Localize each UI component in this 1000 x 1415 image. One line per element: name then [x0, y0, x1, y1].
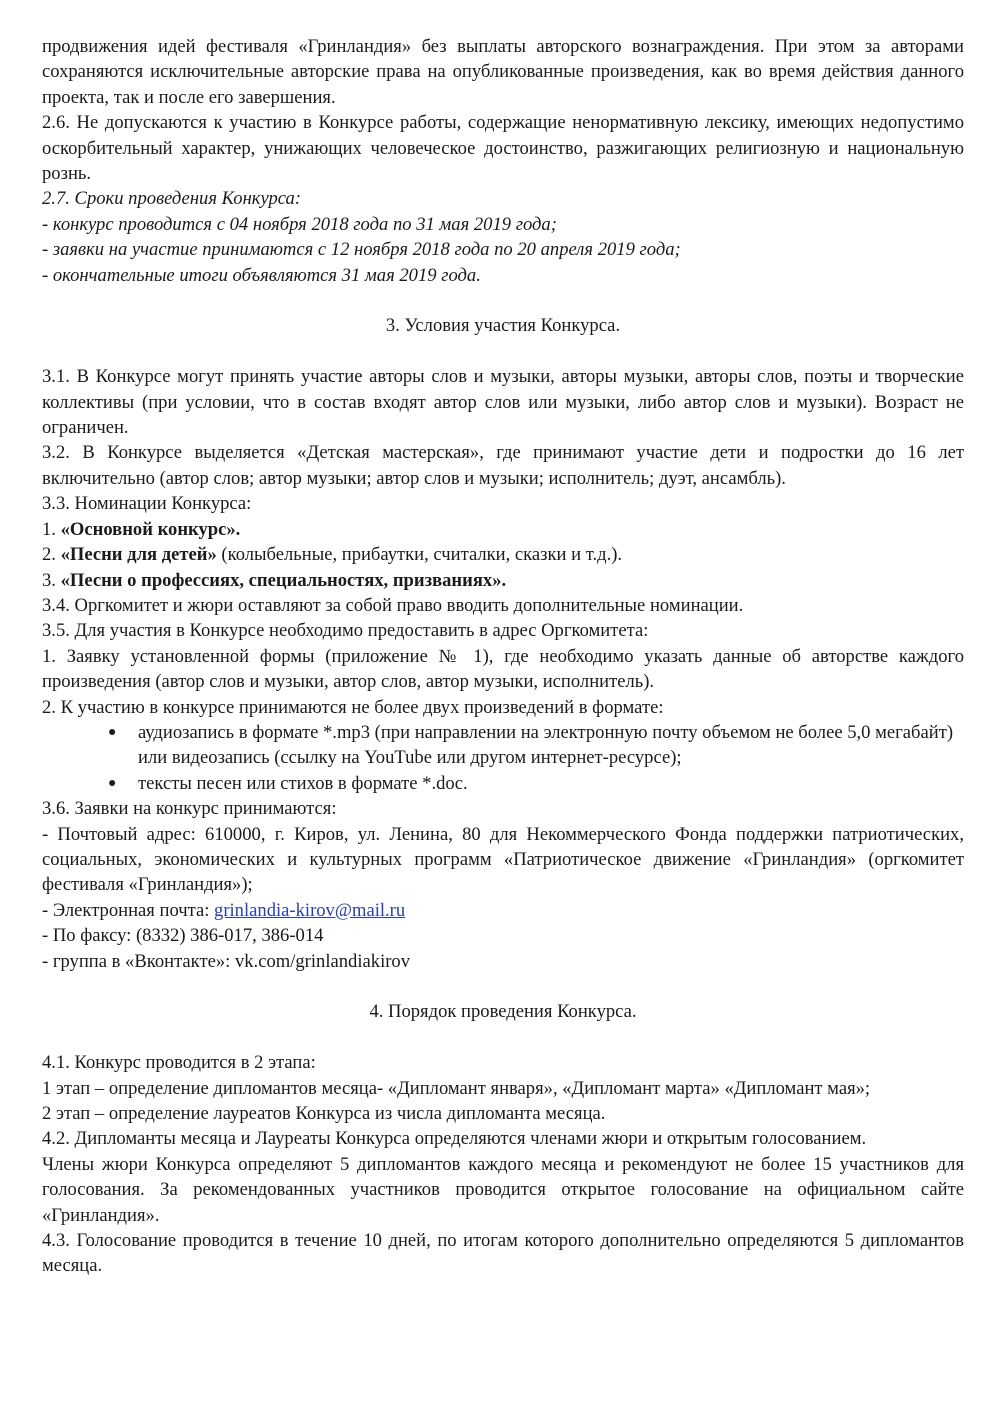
- schedule-item: - заявки на участие принимаются с 12 ноября 2018 года по 20 апреля 2019 года;: [42, 239, 681, 261]
- nomination-item: [42, 517, 964, 542]
- paragraph-3-6: 3.6. Заявки на конкурс принимаются:: [42, 798, 337, 820]
- email-label: - Электронная почта:: [42, 899, 215, 921]
- paragraph-intro-continuation: продвижения идей фестиваля «Гринландия» без выплаты авторского вознаграждения. При этом за авторами сохраняются исключительные авторские права на опубликованные произведения, как во время действия данного проекта, так и после его завершения.: [42, 36, 964, 108]
- stage-1: 1 этап – определение дипломантов месяца- «Дипломант января», «Дипломант марта» «Дипломант мая»;: [42, 1077, 871, 1099]
- nomination-title: «Песни для детей»: [60, 544, 217, 566]
- schedule-item: - окончательные итоги объявляются 31 мая 2019 года.: [42, 264, 481, 286]
- paragraph-2-6: 2.6. Не допускаются к участию в Конкурсе работы, содержащие ненормативную лексику, имеющих недопустимо оскорбительный характер, унижающих человеческое достоинство, разжигающих религиозную и национальную рознь.: [42, 112, 964, 185]
- format-text: тексты песен или стихов в формате *.doc.: [138, 772, 468, 794]
- paragraph-jury: Члены жюри Конкурса определяют 5 дипломантов каждого месяца и рекомендуют не более 15 участников для голосования. За рекомендованных участников проводится открытое голосование на официальном сайте «Гринландия».: [42, 1153, 964, 1226]
- email-link[interactable]: grinlandia-kirov@mail.ru: [214, 899, 406, 921]
- spacer: [42, 288, 964, 313]
- paragraph-3-3: 3.3. Номинации Конкурса:: [42, 493, 252, 515]
- stage-2: 2 этап – определение лауреатов Конкурса из числа дипломанта месяца.: [42, 1103, 606, 1124]
- nomination-title: «Основной конкурс».: [60, 518, 241, 540]
- document-content: [42, 34, 964, 1279]
- bullet-icon: ●: [108, 724, 117, 740]
- nomination-desc: (колыбельные, прибаутки, считалки, сказки и т.д.).: [216, 544, 623, 566]
- paragraph-4-3: 4.3. Голосование проводится в течение 10 дней, по итогам которого дополнительно определяются 5 дипломантов месяца.: [42, 1230, 964, 1277]
- format-text: аудиозапись в формате *.mp3 (при направлении на электронную почту объемом не более 5,0 мегабайт) или видеозапись (ссылку на YouTube или другом интернет-ресурсе);: [138, 721, 954, 769]
- paragraph-3-5: 3.5. Для участия в Конкурсе необходимо предоставить в адрес Оргкомитета:: [42, 620, 649, 642]
- paragraph-3-4: 3.4. Оргкомитет и жюри оставляют за собой право вводить дополнительные номинации.: [42, 594, 744, 616]
- format-list-item: [42, 771, 964, 796]
- schedule-item: - конкурс проводится с 04 ноября 2018 года по 31 мая 2019 года;: [42, 213, 557, 235]
- spacer: [42, 339, 964, 364]
- email-line: [42, 898, 964, 923]
- paragraph-4-2: 4.2. Дипломанты месяца и Лауреаты Конкурса определяются членами жюри и открытым голосованием.: [42, 1128, 867, 1150]
- paragraph-2-7-title: 2.7. Сроки проведения Конкурса:: [42, 188, 302, 210]
- spacer: [42, 974, 964, 999]
- bullet-icon: ●: [108, 775, 117, 791]
- nomination-number: 1.: [42, 518, 61, 540]
- paragraph-4-1: 4.1. Конкурс проводится в 2 этапа:: [42, 1052, 316, 1074]
- fax-line: - По факсу: (8332) 386-017, 386-014: [42, 925, 324, 947]
- section-4-heading: 4. Порядок проведения Конкурса.: [369, 1001, 637, 1023]
- postal-address: - Почтовый адрес: 610000, г. Киров, ул. Ленина, 80 для Некоммерческого Фонда поддержки патриотических, социальных, экономических и культурных программ «Патриотическое движение «Гринландия» (оргкомитет фестиваля «Гринландия»);: [42, 823, 964, 896]
- paragraph-3-2: 3.2. В Конкурсе выделяется «Детская мастерская», где принимают участие дети и подростки до 16 лет включительно (автор слов; автор музыки; автор слов и музыки; исполнитель; дуэт, ансамбль).: [42, 442, 964, 489]
- format-list: [42, 720, 964, 796]
- nomination-item: [42, 542, 964, 567]
- spacer: [42, 1025, 964, 1050]
- vk-line: - группа в «Вконтакте»: vk.com/grinlandiakirov: [42, 950, 411, 972]
- section-3-heading: 3. Условия участия Конкурса.: [385, 315, 621, 337]
- format-list-item: [42, 720, 964, 771]
- paragraph-3-1: 3.1. В Конкурсе могут принять участие авторы слов и музыки, авторы музыки, авторы слов, поэты и творческие коллективы (при условии, что в состав входят автор слов или музыки, либо автор слов и музыки). Возраст не ограничен.: [42, 366, 964, 439]
- paragraph-3-5-2: 2. К участию в конкурсе принимаются не более двух произведений в формате:: [42, 696, 664, 718]
- nomination-item: [42, 568, 964, 593]
- nomination-number: 3.: [42, 569, 61, 591]
- paragraph-3-5-1: 1. Заявку установленной формы (приложение № 1), где необходимо указать данные об авторстве каждого произведения (автор слов и музыки, автор слов, автор музыки, исполнитель).: [42, 645, 964, 693]
- nomination-title: «Песни о профессиях, специальностях, призваниях».: [60, 569, 507, 591]
- nomination-number: 2.: [42, 544, 61, 566]
